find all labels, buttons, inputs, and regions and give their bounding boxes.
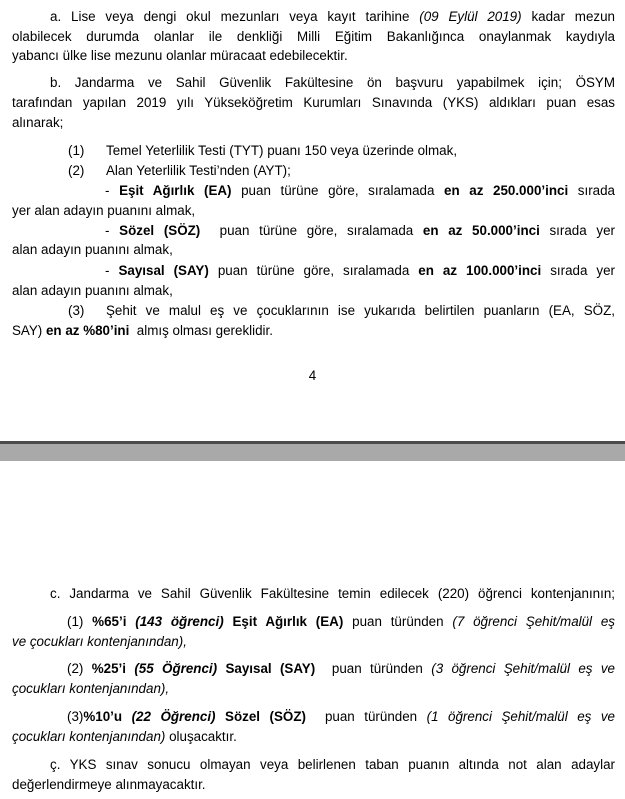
- quota-3-line-1: (3)%10’u (22 Öğrenci) Sözel (SÖZ) puan türünden (1 öğrenci Şehit/malül eş ve: [67, 709, 615, 724]
- para-b-line-3: alınarak;: [12, 115, 64, 130]
- page-separator: [0, 441, 625, 461]
- ea-requirement-line-2: yer alan adayın puanını almak,: [12, 203, 196, 218]
- para-d-line-1: ç. YKS sınav sonucu olmayan veya belirlenen taban puanın altında not alan adaylar: [50, 757, 615, 772]
- document-page-5: [0, 461, 625, 799]
- para-b-line-2: tarafından yapılan 2019 yılı Yükseköğretim Kurumları Sınavında (YKS) aldıkları puan esas: [12, 95, 615, 110]
- para-d-line-2: değerlendirmeye alınmayacaktır.: [12, 777, 206, 792]
- item-3-number: (3): [68, 303, 85, 318]
- item-3-text-line-2: SAY) en az %80’ini almış olması gereklidir.: [12, 323, 273, 338]
- soz-requirement-line-2: alan adayın puanını almak,: [12, 242, 173, 257]
- quota-1-line-1: (1) %65’i (143 öğrenci) Eşit Ağırlık (EA) puan türünden (7 öğrenci Şehit/malül eş: [67, 614, 615, 629]
- soz-requirement-line-1: - Sözel (SÖZ) puan türüne göre, sıralamada en az 50.000’inci sırada yer: [105, 223, 615, 238]
- item-3-text: Şehit ve malul eş ve çocuklarının ise yukarıda belirtilen puanların (EA, SÖZ,: [106, 303, 615, 318]
- item-1-number: (1): [68, 143, 85, 158]
- item-1-text: Temel Yeterlilik Testi (TYT) puanı 150 veya üzerinde olmak,: [106, 143, 458, 158]
- quota-3-line-2: çocukları kontenjanından) oluşacaktır.: [12, 729, 237, 744]
- ea-requirement-line-1: - Eşit Ağırlık (EA) puan türüne göre, sıralamada en az 250.000’inci sırada: [105, 183, 616, 198]
- para-c-line-1: c. Jandarma ve Sahil Güvenlik Fakültesine temin edilecek (220) öğrenci kontenjanının;: [50, 586, 615, 601]
- say-requirement-line-2: alan adayın puanını almak,: [12, 283, 173, 298]
- quota-2-line-2: çocukları kontenjanından),: [12, 681, 170, 696]
- para-a-line-2: olabilecek durumda olanlar ile denkliği Milli Eğitim Bakanlığınca onaylanmak kaydıyla: [12, 29, 615, 44]
- item-2-text: Alan Yeterlilik Testi’nden (AYT);: [106, 163, 291, 178]
- page-number: 4: [308, 368, 317, 383]
- para-a-line-3: yabancı ülke lise mezunu olanlar müracaat edebilecektir.: [12, 48, 348, 63]
- item-2-number: (2): [68, 163, 85, 178]
- para-b-line-1: b. Jandarma ve Sahil Güvenlik Fakültesine ön başvuru yapabilmek için; ÖSYM: [50, 75, 615, 90]
- quota-1-line-2: ve çocukları kontenjanından),: [12, 634, 187, 649]
- para-a-line-1: a. Lise veya dengi okul mezunları veya kayıt tarihine (09 Eylül 2019) kadar mezun: [50, 9, 615, 24]
- quota-2-line-1: (2) %25’i (55 Öğrenci) Sayısal (SAY) puan türünden (3 öğrenci Şehit/malül eş ve: [67, 661, 615, 676]
- say-requirement-line-1: - Sayısal (SAY) puan türüne göre, sıralamada en az 100.000’inci sırada yer: [105, 263, 616, 278]
